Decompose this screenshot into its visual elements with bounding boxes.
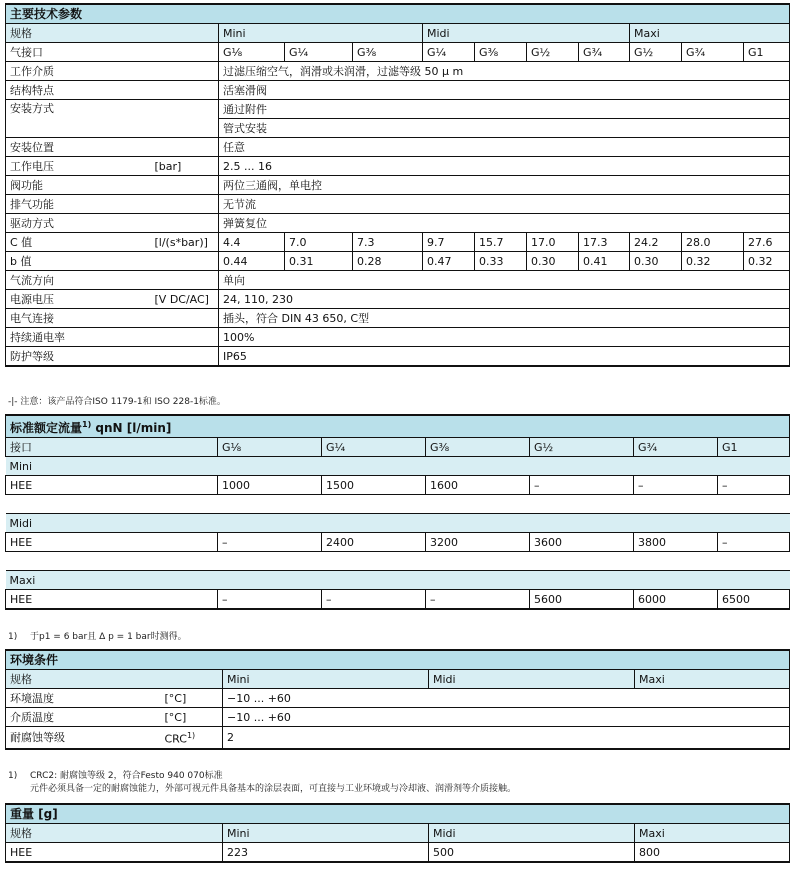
port-cell: G⅜ [353,43,423,62]
size-midi: Midi [429,670,635,689]
iso-note [8,396,226,409]
row-label: 电气连接 [6,309,219,328]
c-value-row [6,233,790,252]
footnote-text: 于p1 = 6 bar且 Δ p = 1 bar时测得。 [30,632,187,642]
flow-cell: 2400 [322,533,426,552]
env-table [5,649,789,750]
port-label: 接口 [6,438,218,457]
flow-title-unit: qnN [l/min] [91,421,172,435]
ambient-value: −10 ... +60 [223,689,790,708]
mounting-value: 通过附件 [219,100,790,119]
tech-title: 主要技术参数 [6,4,790,24]
flow-cell: 3600 [530,533,634,552]
spacer-row [6,552,790,571]
ports-row [6,43,790,62]
b-cell: 0.47 [423,252,475,271]
flow-cell: 1600 [426,476,530,495]
flow-cell: – [218,533,322,552]
duty-value: 100% [219,328,790,347]
port-header: G½ [530,438,634,457]
c-cell: 28.0 [682,233,744,252]
flow-cell: 3800 [634,533,718,552]
actuation-value: 弹簧复位 [219,214,790,233]
env-title: 环境条件 [6,650,790,670]
c-cell: 17.0 [527,233,579,252]
row-label: 结构特点 [6,81,219,100]
port-cell: G¼ [285,43,353,62]
weight-table [5,803,789,863]
b-cell: 0.31 [285,252,353,271]
group-header: Midi [6,514,790,533]
spec-label: 规格 [6,824,223,843]
weight-midi: 500 [429,843,635,863]
footnote-line-2: 元件必须具备一定的耐腐蚀能力，外部可视元件具备基本的涂层表面，可直接与工业环境或与冷却液、润滑剂等介质接触。 [30,784,517,794]
port-cell: G⅜ [475,43,527,62]
flow-cell: 6000 [634,590,718,610]
group-header: Maxi [6,571,790,590]
row-label: 耐腐蚀等级 [6,727,161,749]
row-label: 气流方向 [6,271,219,290]
flow-cell: – [322,590,426,610]
b-cell: 0.30 [630,252,682,271]
size-maxi: Maxi [635,824,790,843]
unit-label: [l/(s*bar)] [151,233,219,252]
unit-label: [V DC/AC] [151,290,219,309]
weight-row [6,843,790,863]
row-label: 阀功能 [6,176,219,195]
port-header: G¾ [634,438,718,457]
row-label: 防护等级 [6,347,219,367]
unit-label: [°C] [161,689,223,708]
medium-temp-value: −10 ... +60 [223,708,790,727]
port-cell: G¾ [579,43,630,62]
flow-row [6,533,790,552]
row-label: 驱动方式 [6,214,219,233]
flow-cell: 6500 [718,590,790,610]
b-value-row [6,252,790,271]
port-header: G¼ [322,438,426,457]
flow-cell: 1000 [218,476,322,495]
flow-cell: – [718,476,790,495]
exhaust-value: 无节流 [219,195,790,214]
weight-mini: 223 [223,843,429,863]
footnote-line-1: CRC2: 耐腐蚀等级 2，符合Festo 940 070标准 [30,771,223,781]
crc-footnote: 1) [186,731,196,740]
row-label: 排气功能 [6,195,219,214]
unit-label [161,727,223,749]
mounting-value: 管式安装 [219,119,790,138]
row-label: 安装位置 [6,138,219,157]
row-label: 气接口 [6,43,219,62]
port-cell: G⅛ [219,43,285,62]
b-cell: 0.28 [353,252,423,271]
c-cell: 15.7 [475,233,527,252]
flow-row [6,590,790,610]
port-header: G1 [718,438,790,457]
c-cell: 9.7 [423,233,475,252]
size-midi: Midi [423,24,630,43]
row-label: HEE [6,843,223,863]
port-cell: G½ [630,43,682,62]
crc-footnote-block [8,770,516,796]
c-cell: 4.4 [219,233,285,252]
b-cell: 0.30 [527,252,579,271]
size-midi: Midi [429,824,635,843]
row-label: 持续通电率 [6,328,219,347]
flow-title-text: 标准额定流量 [10,421,83,435]
row-label: 介质温度 [6,708,161,727]
group-header: Mini [6,457,790,476]
footnote-number: 1) [8,632,18,642]
flow-cell: – [218,590,322,610]
connection-value: 插头，符合 DIN 43 650, C型 [219,309,790,328]
flow-cell: – [530,476,634,495]
pressure-value: 2.5 ... 16 [219,157,790,176]
row-label: 环境温度 [6,689,161,708]
spec-label: 规格 [6,670,223,689]
row-label: HEE [6,590,218,610]
b-cell: 0.32 [682,252,744,271]
row-label: HEE [6,533,218,552]
flow-title [6,415,790,438]
row-label: HEE [6,476,218,495]
flow-cell: – [718,533,790,552]
b-cell: 0.32 [744,252,790,271]
medium-value: 过滤压缩空气，润滑或未润滑，过滤等级 50 μ m [219,62,790,81]
port-header: G⅜ [426,438,530,457]
flow-footnote [8,631,187,644]
flow-dir-value: 单向 [219,271,790,290]
note-marker-icon: -|- [8,397,18,407]
c-cell: 17.3 [579,233,630,252]
size-mini: Mini [219,24,423,43]
flow-cell: – [634,476,718,495]
tech-spec-table [5,3,789,367]
c-cell: 7.3 [353,233,423,252]
flow-row [6,476,790,495]
size-mini: Mini [223,824,429,843]
row-label: 工作介质 [6,62,219,81]
unit-label: [bar] [151,157,219,176]
footnote-number: 1) [8,771,18,781]
row-label: C 值 [6,233,151,252]
corrosion-value: 2 [223,727,790,749]
b-cell: 0.33 [475,252,527,271]
port-header: G⅛ [218,438,322,457]
valve-function-value: 两位三通阀，单电控 [219,176,790,195]
row-label: 电源电压 [6,290,151,309]
flow-cell: 1500 [322,476,426,495]
row-label: b 值 [6,252,219,271]
weight-maxi: 800 [635,843,790,863]
flow-cell: 5600 [530,590,634,610]
row-label: 工作电压 [6,157,151,176]
b-cell: 0.44 [219,252,285,271]
b-cell: 0.41 [579,252,630,271]
voltage-value: 24, 110, 230 [219,290,790,309]
note-text: 注意：该产品符合ISO 1179-1和 ISO 228-1标准。 [20,397,226,407]
unit-label: [°C] [161,708,223,727]
flow-cell: – [426,590,530,610]
c-cell: 27.6 [744,233,790,252]
flow-title-footnote: 1) [82,420,92,429]
protection-value: IP65 [219,347,790,367]
size-maxi: Maxi [630,24,790,43]
spec-label: 规格 [6,24,219,43]
port-cell: G½ [527,43,579,62]
spacer-row [6,495,790,514]
port-cell: G¼ [423,43,475,62]
size-mini: Mini [223,670,429,689]
design-value: 活塞滑阀 [219,81,790,100]
row-label: 安装方式 [6,100,219,138]
size-maxi: Maxi [635,670,790,689]
flow-table [5,414,789,610]
c-cell: 7.0 [285,233,353,252]
c-cell: 24.2 [630,233,682,252]
crc-unit: CRC [164,732,187,746]
port-cell: G1 [744,43,790,62]
flow-cell: 3200 [426,533,530,552]
port-cell: G¾ [682,43,744,62]
weight-title: 重量 [g] [6,804,790,824]
position-value: 任意 [219,138,790,157]
